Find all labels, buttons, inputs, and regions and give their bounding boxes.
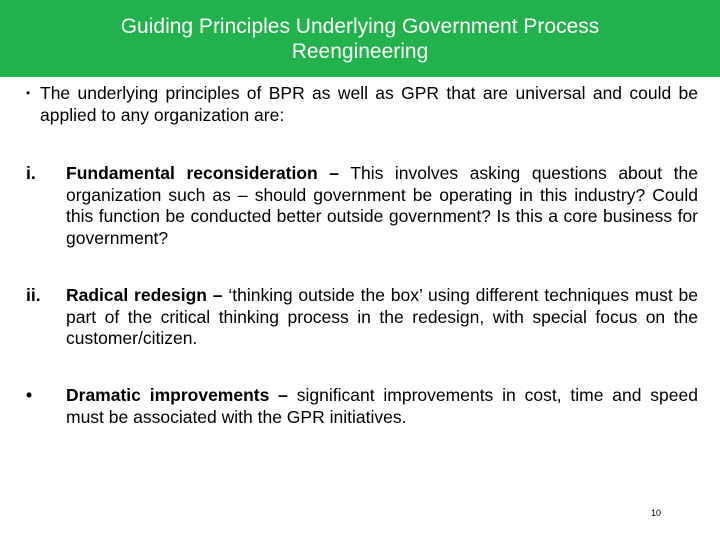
list-item-body	[66, 385, 698, 428]
list-item-term: Fundamental reconsideration –	[66, 163, 340, 183]
intro-paragraph	[26, 82, 698, 126]
list-item-text: ‘thinking outside the box’ using different techniques must be part of the critical thinking process in the redesign, with special focus on the customer/citizen.	[66, 285, 698, 348]
intro-bullet: •	[26, 86, 31, 100]
list-marker: i.	[26, 163, 36, 183]
list-item-radical-redesign	[26, 285, 698, 350]
list-marker: •	[26, 385, 33, 405]
list-item-text: This involves asking questions about the organization such as – should government be operating in this industry? Could this function be conducted better outside government? Is this a core business for government?	[66, 163, 699, 248]
list-item-body	[66, 285, 698, 350]
list-item-term: Radical redesign –	[66, 285, 223, 305]
list-item-fundamental-reconsideration	[26, 163, 698, 249]
slide-title: Guiding Principles Underlying Government Process Reengineering	[120, 14, 600, 63]
intro-text: The underlying principles of BPR as well as GPR that are universal and could be applied to any organization are:	[40, 83, 698, 125]
list-item-dramatic-improvements	[26, 385, 698, 428]
list-item-term: Dramatic improvements –	[66, 385, 288, 405]
list-marker: ii.	[26, 285, 41, 305]
list-item-text: significant improvements in cost, time and speed must be associated with the GPR initiatives.	[66, 385, 698, 427]
title-bar	[0, 0, 720, 77]
page-number: 10	[651, 508, 662, 518]
list-item-body	[66, 163, 698, 249]
